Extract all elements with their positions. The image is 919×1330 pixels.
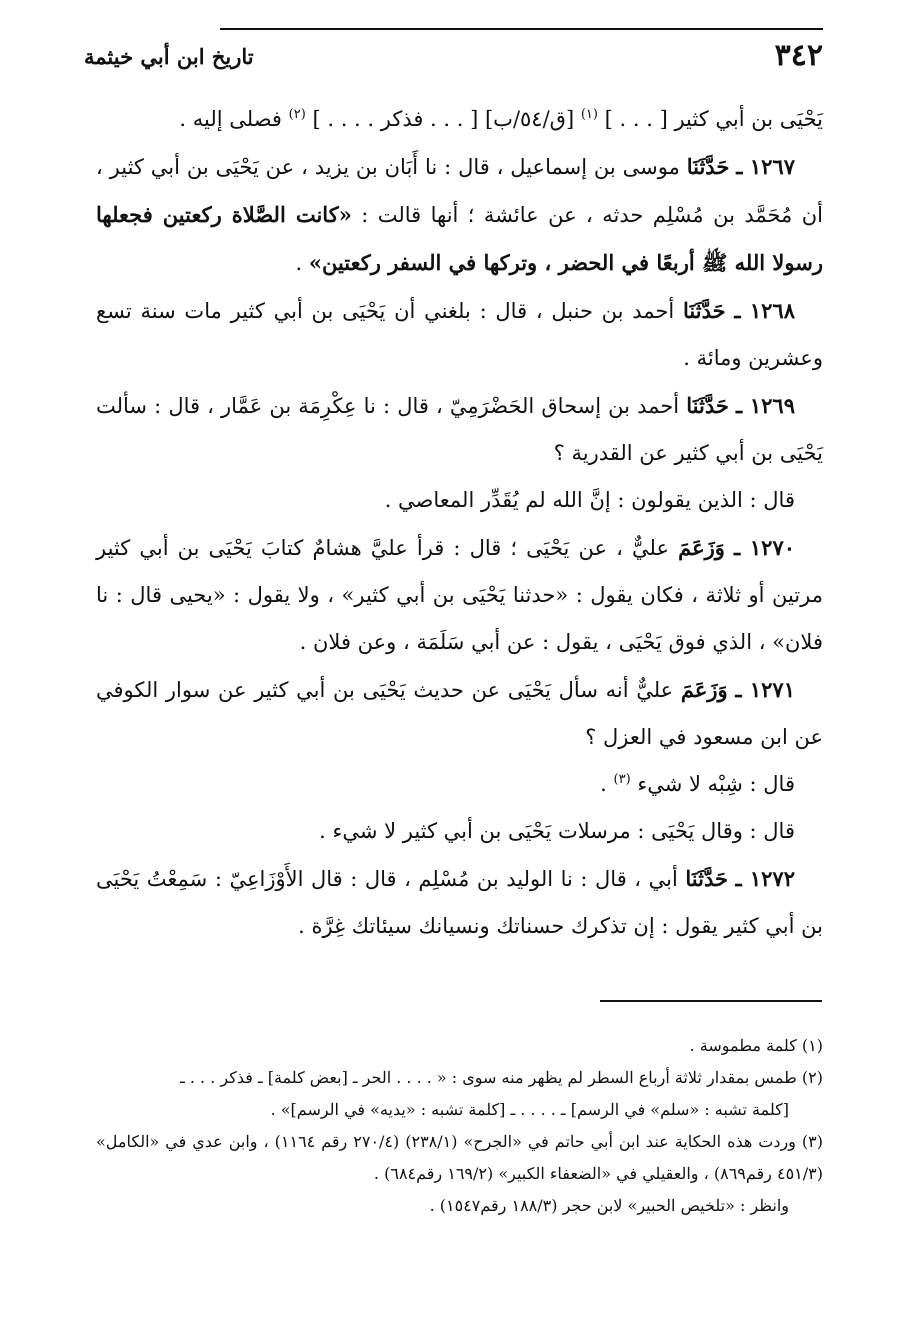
text-segment: .	[295, 251, 303, 275]
text-segment: يَحْيَى بن أبي كثير [ . . . ]	[604, 107, 823, 131]
hadith-lead: حَدَّثَنَا	[685, 866, 728, 891]
text-segment: .	[600, 772, 607, 796]
footnote-text: وانظر : «تلخيص الحبير» لابن حجر (١٨٨/٣ رقم١٥٤٧) .	[429, 1196, 789, 1215]
page-number: ٣٤٢	[774, 38, 823, 73]
hadith-text: عليٌّ أنه سأل يَحْيَى عن حديث يَحْيَى بن أبي كثير عن سوار الكوفي عن ابن مسعود في العزل ؟	[96, 678, 823, 749]
footnote-text: كلمة مطموسة .	[689, 1036, 797, 1055]
hadith-text: قال : شِبْه لا شيء	[637, 772, 795, 796]
hadith-number: ١٢٦٨ ـ	[734, 298, 795, 323]
hadith-text: أحمد بن إسحاق الحَضْرَمِيّ ، قال : نا عِكْرِمَة بن عَمَّار ، قال : سألت يَحْيَى بن أبي كثير عن القدرية ؟	[96, 394, 823, 465]
hadith-number: ١٢٧١ ـ	[735, 677, 795, 702]
paragraph-1270	[96, 524, 823, 666]
main-text	[96, 96, 823, 950]
paragraph-1269-answer	[96, 477, 823, 524]
hadith-number: ١٢٧٠ ـ	[734, 535, 796, 560]
footnote-ref: (٣)	[613, 772, 631, 787]
hadith-text: أحمد بن حنبل ، قال : بلغني أن يَحْيَى بن أبي كثير مات سنة تسع وعشرين ومائة .	[96, 299, 823, 370]
hadith-text: قال : الذين يقولون : إنَّ الله لم يُقَدِّر المعاصي .	[384, 488, 795, 512]
text-segment: [ق/٥٤/ب] [ . . . فذكر . . . . ]	[312, 107, 575, 131]
header-rule	[220, 28, 823, 30]
hadith-lead: حَدَّثَنَا	[686, 393, 729, 418]
footnote-number: (٣)	[801, 1132, 823, 1151]
footnote-text: وردت هذه الحكاية عند ابن أبي حاتم في «الجرح» (٢٣٨/١) (٢٧٠/٤ رقم ١١٦٤) ، وابن عدي في «الكامل» (٤٥١/٣ رقم٨٦٩) ، والعقيلي في «الضعفاء الكبير» (١٦٩/٢ رقم٦٨٤) .	[96, 1132, 823, 1183]
footnote-rule	[600, 1000, 822, 1002]
hadith-text: موسى بن إسماعيل ، قال : نا أَبَان بن يزيد ، عن يَحْيَى بن أبي كثير ، أن مُحَمَّد بن مُسْلِم حدثه ، عن عائشة ؛ أنها قالت :	[96, 155, 823, 227]
paragraph-1272	[96, 855, 823, 950]
paragraph-1268	[96, 287, 823, 382]
running-title: تاريخ ابن أبي خيثمة	[84, 44, 254, 69]
hadith-number: ١٢٦٩ ـ	[735, 393, 795, 418]
hadith-quote: «كانت الصَّلاة ركعتين فجعلها رسولا الله ﷺ أربعًا في الحضر ، وتركها في السفر ركعتين»	[96, 202, 823, 275]
hadith-text: عليٌّ ، عن يَحْيَى ؛ قال : قرأ عليَّ هشامٌ كتابَ يَحْيَى بن أبي كثير مرتين أو ثلاثة ، فكان يقول : «حدثنا يَحْيَى بن أبي كثير» ، ولا يقول : «يحيى قال : نا فلان» ، الذي فوق يَحْيَى ، يقول : عن أبي سَلَمَة ، وعن فلان .	[96, 536, 823, 654]
footnote-text: [كلمة تشبه : «سلم» في الرسم] ـ . . . . ـ [كلمة تشبه : «يديه» في الرسم]» .	[270, 1100, 789, 1119]
footnote-2	[96, 1062, 823, 1126]
paragraph-1271-answer	[96, 761, 823, 808]
footnote-3	[96, 1126, 823, 1222]
page-header	[84, 36, 823, 76]
footnote-ref: (١)	[580, 107, 598, 122]
footnotes	[96, 1030, 823, 1222]
hadith-lead: وَزَعَمَ	[678, 535, 725, 560]
hadith-lead: حَدَّثَنَا	[686, 154, 730, 179]
footnote-ref: (٢)	[288, 107, 306, 122]
footnote-number: (١)	[801, 1036, 823, 1055]
paragraph-1271-note	[96, 808, 823, 855]
hadith-number: ١٢٧٢ ـ	[735, 866, 795, 891]
paragraph-1267	[96, 143, 823, 287]
paragraph-1271	[96, 666, 823, 761]
hadith-lead: وَزَعَمَ	[680, 677, 728, 702]
hadith-text: قال : وقال يَحْيَى : مرسلات يَحْيَى بن أبي كثير لا شيء .	[319, 819, 795, 843]
paragraph-1269	[96, 382, 823, 477]
hadith-text: أبي ، قال : نا الوليد بن مُسْلِم ، قال : قال الأَوْزَاعِيّ : سَمِعْتُ يَحْيَى بن أبي كثير يقول : إن تذكرك حسناتك ونسيانك سيئاتك غِرَّة .	[96, 867, 823, 938]
footnote-1	[96, 1030, 823, 1062]
text-segment: فصلى إليه .	[179, 107, 282, 131]
footnote-number: (٢)	[801, 1068, 823, 1087]
paragraph-fragment	[96, 96, 823, 143]
footnote-text: طمس بمقدار ثلاثة أرباع السطر لم يظهر منه سوى : « . . . . الحر ـ [بعض كلمة] ـ فذكر . . . ـ	[180, 1068, 797, 1087]
hadith-number: ١٢٦٧ ـ	[736, 154, 795, 179]
hadith-lead: حَدَّثَنَا	[682, 298, 726, 323]
